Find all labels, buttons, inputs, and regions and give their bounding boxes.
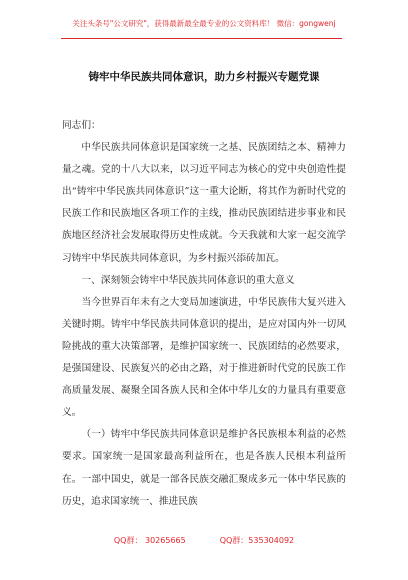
- qq-group-2[interactable]: QQ群：535304092: [219, 536, 295, 545]
- document-title: 铸牢中华民族共同体意识，助力乡村振兴专题党课: [88, 71, 320, 83]
- document-body: [62, 115, 346, 513]
- footer-banner: [0, 535, 408, 546]
- header-banner[interactable]: 关注头条号"公文研究"，获得最新最全最专业的公文资料库！ 微信：gongwenj: [72, 19, 336, 28]
- header-divider: [61, 38, 342, 39]
- intro-paragraph: 中华民族共同体意识是国家统一之基、民族团结之本、精神力量之魂。党的十八大以来，以习近平同志为核心的党中央创造性提出“铸牢中华民族共同体意识”这一重大论断，将其作为新时代党的民族工作和民族地区各项工作的主线，推动民族团结进步事业和民族地区经济社会发展取得历史性成就。今天我就和大家一起交流学习铸牢中华民族共同体意识，为乡村振兴添砖加瓦。: [62, 142, 346, 264]
- section-heading: 一、深刻领会铸牢中华民族共同体意识的重大意义: [81, 274, 295, 286]
- salutation: 同志们：: [62, 120, 101, 131]
- qq-group-1[interactable]: QQ群： 30265665: [113, 536, 186, 545]
- body-paragraph: 当今世界百年未有之大变局加速演进，中华民族伟大复兴进入关键时期。铸牢中华民族共同体意识的提出，是应对国内外一切风险挑战的重大决策部署，是维护国家统一、民族团结的必然要求，是强国建设、民族复兴的必由之路，对于推进新时代党的民族工作高质量发展、凝聚全国各族人民和全体中华儿女的力量具有重要意义。: [62, 296, 346, 419]
- subsection-paragraph: （一）铸牢中华民族共同体意识是维护各民族根本利益的必然要求。国家统一是国家最高利益所在，也是各族人民根本利益所在。一部中国史，就是一部各民族交融汇聚成多元一体中华民族的历史，追求国家统一、推进民族: [62, 429, 346, 507]
